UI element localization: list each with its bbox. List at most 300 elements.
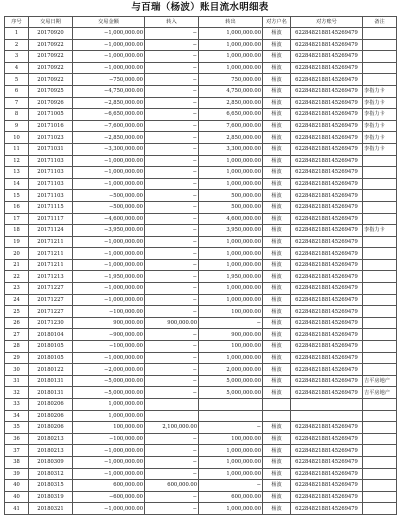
cell-counterparty-name bbox=[263, 399, 291, 411]
cell-date: 20171227 bbox=[29, 283, 73, 295]
cell-date: 20170926 bbox=[29, 97, 73, 109]
table-row bbox=[5, 468, 397, 480]
cell-out: 1,000,000.00 bbox=[199, 445, 263, 457]
cell-out: 3,950,000.00 bbox=[199, 225, 263, 237]
cell-remark bbox=[363, 190, 397, 202]
cell-index: 11 bbox=[5, 143, 29, 155]
cell-in: − bbox=[145, 445, 199, 457]
cell-index: 13 bbox=[5, 167, 29, 179]
cell-in: − bbox=[145, 85, 199, 97]
table-row bbox=[5, 259, 397, 271]
cell-index: 41 bbox=[5, 503, 29, 515]
cell-out: 3,300,000.00 bbox=[199, 143, 263, 155]
cell-date: 20180131 bbox=[29, 387, 73, 399]
cell-index: 23 bbox=[5, 283, 29, 295]
cell-index: 37 bbox=[5, 445, 29, 457]
cell-in: − bbox=[145, 283, 199, 295]
cell-amount: −4,750,000.00 bbox=[73, 85, 145, 97]
cell-date: 20171211 bbox=[29, 248, 73, 260]
table-row bbox=[5, 387, 397, 399]
cell-out: 100,000.00 bbox=[199, 433, 263, 445]
cell-date: 20171124 bbox=[29, 225, 73, 237]
cell-date: 20180105 bbox=[29, 341, 73, 353]
cell-amount: −1,000,000.00 bbox=[73, 259, 145, 271]
cell-counterparty-account: 6228482188145269479 bbox=[291, 352, 363, 364]
table-row bbox=[5, 97, 397, 109]
cell-remark bbox=[363, 399, 397, 411]
table-row bbox=[5, 294, 397, 306]
cell-index: 22 bbox=[5, 271, 29, 283]
cell-in: − bbox=[145, 143, 199, 155]
cell-out: 1,000,000.00 bbox=[199, 167, 263, 179]
cell-out: 4,600,000.00 bbox=[199, 213, 263, 225]
cell-counterparty-account: 6228482188145269479 bbox=[291, 271, 363, 283]
table-row bbox=[5, 236, 397, 248]
cell-index: 18 bbox=[5, 225, 29, 237]
cell-index: 4 bbox=[5, 62, 29, 74]
cell-index: 17 bbox=[5, 213, 29, 225]
cell-amount: 900,000.00 bbox=[73, 317, 145, 329]
cell-remark: 李指力卡 bbox=[363, 120, 397, 132]
cell-in: − bbox=[145, 259, 199, 271]
cell-index: 27 bbox=[5, 329, 29, 341]
cell-amount: −1,000,000.00 bbox=[73, 468, 145, 480]
cell-in: − bbox=[145, 329, 199, 341]
table-row bbox=[5, 271, 397, 283]
cell-remark bbox=[363, 155, 397, 167]
table-row bbox=[5, 51, 397, 63]
cell-in: − bbox=[145, 456, 199, 468]
cell-remark bbox=[363, 364, 397, 376]
cell-counterparty-name: 杨波 bbox=[263, 480, 291, 492]
table-row bbox=[5, 178, 397, 190]
cell-index: 21 bbox=[5, 259, 29, 271]
table-row bbox=[5, 167, 397, 179]
cell-counterparty-account: 6228482188145269479 bbox=[291, 329, 363, 341]
cell-remark: 李指力卡 bbox=[363, 85, 397, 97]
cell-remark bbox=[363, 248, 397, 260]
cell-counterparty-account: 6228482188145269479 bbox=[291, 109, 363, 121]
cell-counterparty-name: 杨波 bbox=[263, 306, 291, 318]
table-row bbox=[5, 480, 397, 492]
cell-remark bbox=[363, 74, 397, 86]
cell-counterparty-account: 6228482188145269479 bbox=[291, 306, 363, 318]
cell-counterparty-account: 6228482188145269479 bbox=[291, 480, 363, 492]
cell-amount: −6,650,000.00 bbox=[73, 109, 145, 121]
cell-amount: −1,950,000.00 bbox=[73, 271, 145, 283]
header-in: 转入 bbox=[145, 17, 199, 28]
table-row bbox=[5, 74, 397, 86]
cell-index: 35 bbox=[5, 422, 29, 434]
cell-counterparty-name: 杨波 bbox=[263, 167, 291, 179]
cell-date: 20171103 bbox=[29, 190, 73, 202]
cell-counterparty-account: 6228482188145269479 bbox=[291, 387, 363, 399]
cell-amount: −3,300,000.00 bbox=[73, 143, 145, 155]
cell-date: 20180315 bbox=[29, 480, 73, 492]
cell-date: 20180312 bbox=[29, 468, 73, 480]
cell-remark bbox=[363, 167, 397, 179]
cell-counterparty-account: 6228482188145269479 bbox=[291, 74, 363, 86]
cell-date: 20171031 bbox=[29, 143, 73, 155]
cell-date: 20171103 bbox=[29, 155, 73, 167]
cell-amount: −2,850,000.00 bbox=[73, 132, 145, 144]
table-row bbox=[5, 190, 397, 202]
cell-date: 20180213 bbox=[29, 445, 73, 457]
cell-out: 1,000,000.00 bbox=[199, 28, 263, 40]
cell-amount: −1,000,000.00 bbox=[73, 445, 145, 457]
table-row bbox=[5, 456, 397, 468]
cell-remark bbox=[363, 28, 397, 40]
table-row bbox=[5, 155, 397, 167]
table-row bbox=[5, 503, 397, 515]
table-row bbox=[5, 39, 397, 51]
cell-date: 20170922 bbox=[29, 62, 73, 74]
cell-remark: 吉平房地产 bbox=[363, 375, 397, 387]
cell-remark bbox=[363, 317, 397, 329]
cell-counterparty-name: 杨波 bbox=[263, 341, 291, 353]
cell-out: 100,000.00 bbox=[199, 306, 263, 318]
header-counterparty-account: 对方账号 bbox=[291, 17, 363, 28]
cell-out: 1,000,000.00 bbox=[199, 236, 263, 248]
cell-in: − bbox=[145, 387, 199, 399]
cell-out: 2,000,000.00 bbox=[199, 364, 263, 376]
cell-out: 1,000,000.00 bbox=[199, 51, 263, 63]
cell-out: 1,000,000.00 bbox=[199, 294, 263, 306]
header-date: 交易日期 bbox=[29, 17, 73, 28]
cell-counterparty-account: 6228482188145269479 bbox=[291, 143, 363, 155]
cell-out: 600,000.00 bbox=[199, 491, 263, 503]
cell-index: 33 bbox=[5, 399, 29, 411]
cell-index: 39 bbox=[5, 468, 29, 480]
cell-out bbox=[199, 399, 263, 411]
cell-in: − bbox=[145, 236, 199, 248]
table-row bbox=[5, 213, 397, 225]
cell-amount: −7,600,000.00 bbox=[73, 120, 145, 132]
cell-counterparty-name: 杨波 bbox=[263, 503, 291, 515]
cell-index: 2 bbox=[5, 39, 29, 51]
cell-remark bbox=[363, 51, 397, 63]
cell-remark bbox=[363, 283, 397, 295]
table-row bbox=[5, 306, 397, 318]
cell-remark bbox=[363, 201, 397, 213]
cell-counterparty-account: 6228482188145269479 bbox=[291, 456, 363, 468]
cell-remark bbox=[363, 503, 397, 515]
cell-in: 2,100,000.00 bbox=[145, 422, 199, 434]
cell-in bbox=[145, 399, 199, 411]
cell-amount: −3,950,000.00 bbox=[73, 225, 145, 237]
table-row bbox=[5, 62, 397, 74]
table-row bbox=[5, 422, 397, 434]
cell-remark bbox=[363, 422, 397, 434]
cell-date: 20171103 bbox=[29, 178, 73, 190]
cell-counterparty-account: 6228482188145269479 bbox=[291, 190, 363, 202]
cell-amount: −5,000,000.00 bbox=[73, 387, 145, 399]
table-row bbox=[5, 410, 397, 422]
cell-date: 20171227 bbox=[29, 306, 73, 318]
cell-index: 7 bbox=[5, 97, 29, 109]
table-row bbox=[5, 248, 397, 260]
cell-index: 26 bbox=[5, 317, 29, 329]
cell-counterparty-name: 杨波 bbox=[263, 294, 291, 306]
cell-counterparty-account: 6228482188145269479 bbox=[291, 120, 363, 132]
cell-in: − bbox=[145, 468, 199, 480]
cell-index: 28 bbox=[5, 341, 29, 353]
cell-remark bbox=[363, 480, 397, 492]
cell-counterparty-name: 杨波 bbox=[263, 62, 291, 74]
cell-counterparty-name: 杨波 bbox=[263, 468, 291, 480]
cell-out: 5,000,000.00 bbox=[199, 375, 263, 387]
cell-counterparty-account bbox=[291, 399, 363, 411]
cell-out: 100,000.00 bbox=[199, 341, 263, 353]
cell-out: 2,850,000.00 bbox=[199, 132, 263, 144]
cell-index: 16 bbox=[5, 201, 29, 213]
cell-remark bbox=[363, 456, 397, 468]
cell-amount: −1,000,000.00 bbox=[73, 248, 145, 260]
cell-remark bbox=[363, 178, 397, 190]
cell-index: 24 bbox=[5, 294, 29, 306]
cell-counterparty-account: 6228482188145269479 bbox=[291, 433, 363, 445]
cell-index: 1 bbox=[5, 28, 29, 40]
cell-out: 1,000,000.00 bbox=[199, 178, 263, 190]
cell-date: 20180206 bbox=[29, 399, 73, 411]
cell-counterparty-account: 6228482188145269479 bbox=[291, 491, 363, 503]
cell-index: 6 bbox=[5, 85, 29, 97]
table-row bbox=[5, 201, 397, 213]
cell-out: − bbox=[199, 317, 263, 329]
cell-amount: −1,000,000.00 bbox=[73, 294, 145, 306]
cell-date: 20171005 bbox=[29, 109, 73, 121]
cell-counterparty-name: 杨波 bbox=[263, 28, 291, 40]
cell-counterparty-account: 6228482188145269479 bbox=[291, 341, 363, 353]
cell-amount: −1,000,000.00 bbox=[73, 155, 145, 167]
cell-counterparty-name: 杨波 bbox=[263, 51, 291, 63]
cell-amount: 1,000,000.00 bbox=[73, 399, 145, 411]
cell-counterparty-name: 杨波 bbox=[263, 178, 291, 190]
cell-counterparty-name: 杨波 bbox=[263, 201, 291, 213]
table-row bbox=[5, 85, 397, 97]
cell-counterparty-name: 杨波 bbox=[263, 74, 291, 86]
cell-index: 29 bbox=[5, 352, 29, 364]
cell-remark bbox=[363, 468, 397, 480]
cell-counterparty-account: 6228482188145269479 bbox=[291, 259, 363, 271]
table-row bbox=[5, 433, 397, 445]
cell-in: − bbox=[145, 97, 199, 109]
cell-remark bbox=[363, 433, 397, 445]
cell-amount: −1,000,000.00 bbox=[73, 39, 145, 51]
cell-date: 20170925 bbox=[29, 85, 73, 97]
cell-counterparty-name: 杨波 bbox=[263, 364, 291, 376]
cell-index: 5 bbox=[5, 74, 29, 86]
table-row bbox=[5, 225, 397, 237]
cell-in: − bbox=[145, 132, 199, 144]
cell-amount: −100,000.00 bbox=[73, 433, 145, 445]
table-body bbox=[5, 28, 397, 515]
cell-date: 20180309 bbox=[29, 456, 73, 468]
cell-in: − bbox=[145, 491, 199, 503]
cell-remark bbox=[363, 329, 397, 341]
table-row bbox=[5, 143, 397, 155]
cell-amount: −600,000.00 bbox=[73, 491, 145, 503]
cell-in: 600,000.00 bbox=[145, 480, 199, 492]
cell-counterparty-account: 6228482188145269479 bbox=[291, 503, 363, 515]
table-row bbox=[5, 445, 397, 457]
cell-amount: −1,000,000.00 bbox=[73, 178, 145, 190]
cell-in: − bbox=[145, 341, 199, 353]
cell-amount: −1,000,000.00 bbox=[73, 167, 145, 179]
cell-out: 1,000,000.00 bbox=[199, 155, 263, 167]
cell-remark bbox=[363, 271, 397, 283]
cell-remark: 李指力卡 bbox=[363, 143, 397, 155]
cell-date: 20180319 bbox=[29, 491, 73, 503]
cell-out bbox=[199, 410, 263, 422]
cell-date: 20180206 bbox=[29, 410, 73, 422]
page-title: 与百瑞（杨波）账目流水明细表 bbox=[131, 2, 269, 13]
table-row bbox=[5, 132, 397, 144]
cell-remark bbox=[363, 39, 397, 51]
cell-counterparty-account: 6228482188145269479 bbox=[291, 364, 363, 376]
cell-date: 20180105 bbox=[29, 352, 73, 364]
cell-in: 900,000.00 bbox=[145, 317, 199, 329]
cell-counterparty-name: 杨波 bbox=[263, 97, 291, 109]
cell-counterparty-account: 6228482188145269479 bbox=[291, 445, 363, 457]
cell-counterparty-name: 杨波 bbox=[263, 317, 291, 329]
cell-counterparty-account bbox=[291, 410, 363, 422]
cell-counterparty-account: 6228482188145269479 bbox=[291, 468, 363, 480]
cell-counterparty-account: 6228482188145269479 bbox=[291, 201, 363, 213]
cell-index: 3 bbox=[5, 51, 29, 63]
ledger-table bbox=[4, 16, 397, 515]
cell-remark bbox=[363, 62, 397, 74]
cell-date: 20171115 bbox=[29, 201, 73, 213]
cell-counterparty-name: 杨波 bbox=[263, 248, 291, 260]
header-amount: 交易金额 bbox=[73, 17, 145, 28]
table-row bbox=[5, 283, 397, 295]
cell-in: − bbox=[145, 433, 199, 445]
cell-date: 20170922 bbox=[29, 39, 73, 51]
cell-remark bbox=[363, 445, 397, 457]
cell-out: 1,000,000.00 bbox=[199, 39, 263, 51]
cell-counterparty-name: 杨波 bbox=[263, 271, 291, 283]
cell-amount: −750,000.00 bbox=[73, 74, 145, 86]
cell-remark: 李指力卡 bbox=[363, 109, 397, 121]
cell-counterparty-account: 6228482188145269479 bbox=[291, 283, 363, 295]
cell-counterparty-account: 6228482188145269479 bbox=[291, 375, 363, 387]
cell-index: 32 bbox=[5, 387, 29, 399]
cell-amount: −500,000.00 bbox=[73, 190, 145, 202]
cell-index: 40 bbox=[5, 491, 29, 503]
cell-in: − bbox=[145, 213, 199, 225]
cell-counterparty-account: 6228482188145269479 bbox=[291, 167, 363, 179]
cell-out: − bbox=[199, 422, 263, 434]
cell-amount: −1,000,000.00 bbox=[73, 236, 145, 248]
cell-in: − bbox=[145, 294, 199, 306]
cell-in: − bbox=[145, 306, 199, 318]
cell-date: 20180213 bbox=[29, 433, 73, 445]
cell-out: 1,000,000.00 bbox=[199, 503, 263, 515]
header-remark: 备注 bbox=[363, 17, 397, 28]
cell-out: 6,650,000.00 bbox=[199, 109, 263, 121]
cell-amount: −4,600,000.00 bbox=[73, 213, 145, 225]
cell-counterparty-name: 杨波 bbox=[263, 120, 291, 132]
cell-date: 20171227 bbox=[29, 294, 73, 306]
cell-amount: −1,000,000.00 bbox=[73, 51, 145, 63]
cell-in: − bbox=[145, 503, 199, 515]
cell-date: 20171213 bbox=[29, 271, 73, 283]
cell-in: − bbox=[145, 352, 199, 364]
cell-counterparty-account: 6228482188145269479 bbox=[291, 213, 363, 225]
cell-amount: −1,000,000.00 bbox=[73, 28, 145, 40]
cell-in: − bbox=[145, 120, 199, 132]
cell-in: − bbox=[145, 74, 199, 86]
table-row bbox=[5, 109, 397, 121]
cell-remark bbox=[363, 259, 397, 271]
cell-counterparty-name: 杨波 bbox=[263, 225, 291, 237]
table-row bbox=[5, 28, 397, 40]
cell-remark: 李指力卡 bbox=[363, 225, 397, 237]
cell-out: 500,000.00 bbox=[199, 190, 263, 202]
cell-index: 34 bbox=[5, 410, 29, 422]
cell-counterparty-account: 6228482188145269479 bbox=[291, 294, 363, 306]
cell-in: − bbox=[145, 167, 199, 179]
cell-date: 20171117 bbox=[29, 213, 73, 225]
cell-counterparty-account: 6228482188145269479 bbox=[291, 132, 363, 144]
cell-index: 36 bbox=[5, 433, 29, 445]
cell-counterparty-name: 杨波 bbox=[263, 143, 291, 155]
cell-in: − bbox=[145, 155, 199, 167]
cell-out: 500,000.00 bbox=[199, 201, 263, 213]
cell-in: − bbox=[145, 62, 199, 74]
cell-date: 20171016 bbox=[29, 120, 73, 132]
cell-remark bbox=[363, 306, 397, 318]
table-row bbox=[5, 341, 397, 353]
cell-index: 30 bbox=[5, 364, 29, 376]
cell-counterparty-name: 杨波 bbox=[263, 445, 291, 457]
cell-index: 8 bbox=[5, 109, 29, 121]
cell-date: 20180206 bbox=[29, 422, 73, 434]
cell-in: − bbox=[145, 201, 199, 213]
table-row bbox=[5, 491, 397, 503]
cell-date: 20171103 bbox=[29, 167, 73, 179]
cell-counterparty-name: 杨波 bbox=[263, 422, 291, 434]
table-row bbox=[5, 317, 397, 329]
cell-counterparty-name: 杨波 bbox=[263, 155, 291, 167]
cell-date: 20170922 bbox=[29, 51, 73, 63]
cell-date: 20171023 bbox=[29, 132, 73, 144]
cell-date: 20171211 bbox=[29, 236, 73, 248]
cell-amount: −900,000.00 bbox=[73, 329, 145, 341]
header-index: 序号 bbox=[5, 17, 29, 28]
cell-out: 900,000.00 bbox=[199, 329, 263, 341]
cell-counterparty-account: 6228482188145269479 bbox=[291, 178, 363, 190]
cell-in: − bbox=[145, 364, 199, 376]
cell-counterparty-account: 6228482188145269479 bbox=[291, 51, 363, 63]
cell-date: 20180104 bbox=[29, 329, 73, 341]
cell-out: − bbox=[199, 480, 263, 492]
cell-counterparty-name: 杨波 bbox=[263, 39, 291, 51]
cell-counterparty-name: 杨波 bbox=[263, 236, 291, 248]
cell-out: 4,750,000.00 bbox=[199, 85, 263, 97]
cell-amount: −2,850,000.00 bbox=[73, 97, 145, 109]
cell-index: 14 bbox=[5, 178, 29, 190]
table-row bbox=[5, 329, 397, 341]
cell-remark bbox=[363, 491, 397, 503]
cell-counterparty-account: 6228482188145269479 bbox=[291, 422, 363, 434]
cell-amount: 1,000,000.00 bbox=[73, 410, 145, 422]
cell-in: − bbox=[145, 28, 199, 40]
cell-out: 1,000,000.00 bbox=[199, 62, 263, 74]
cell-remark bbox=[363, 294, 397, 306]
cell-remark: 李指力卡 bbox=[363, 97, 397, 109]
